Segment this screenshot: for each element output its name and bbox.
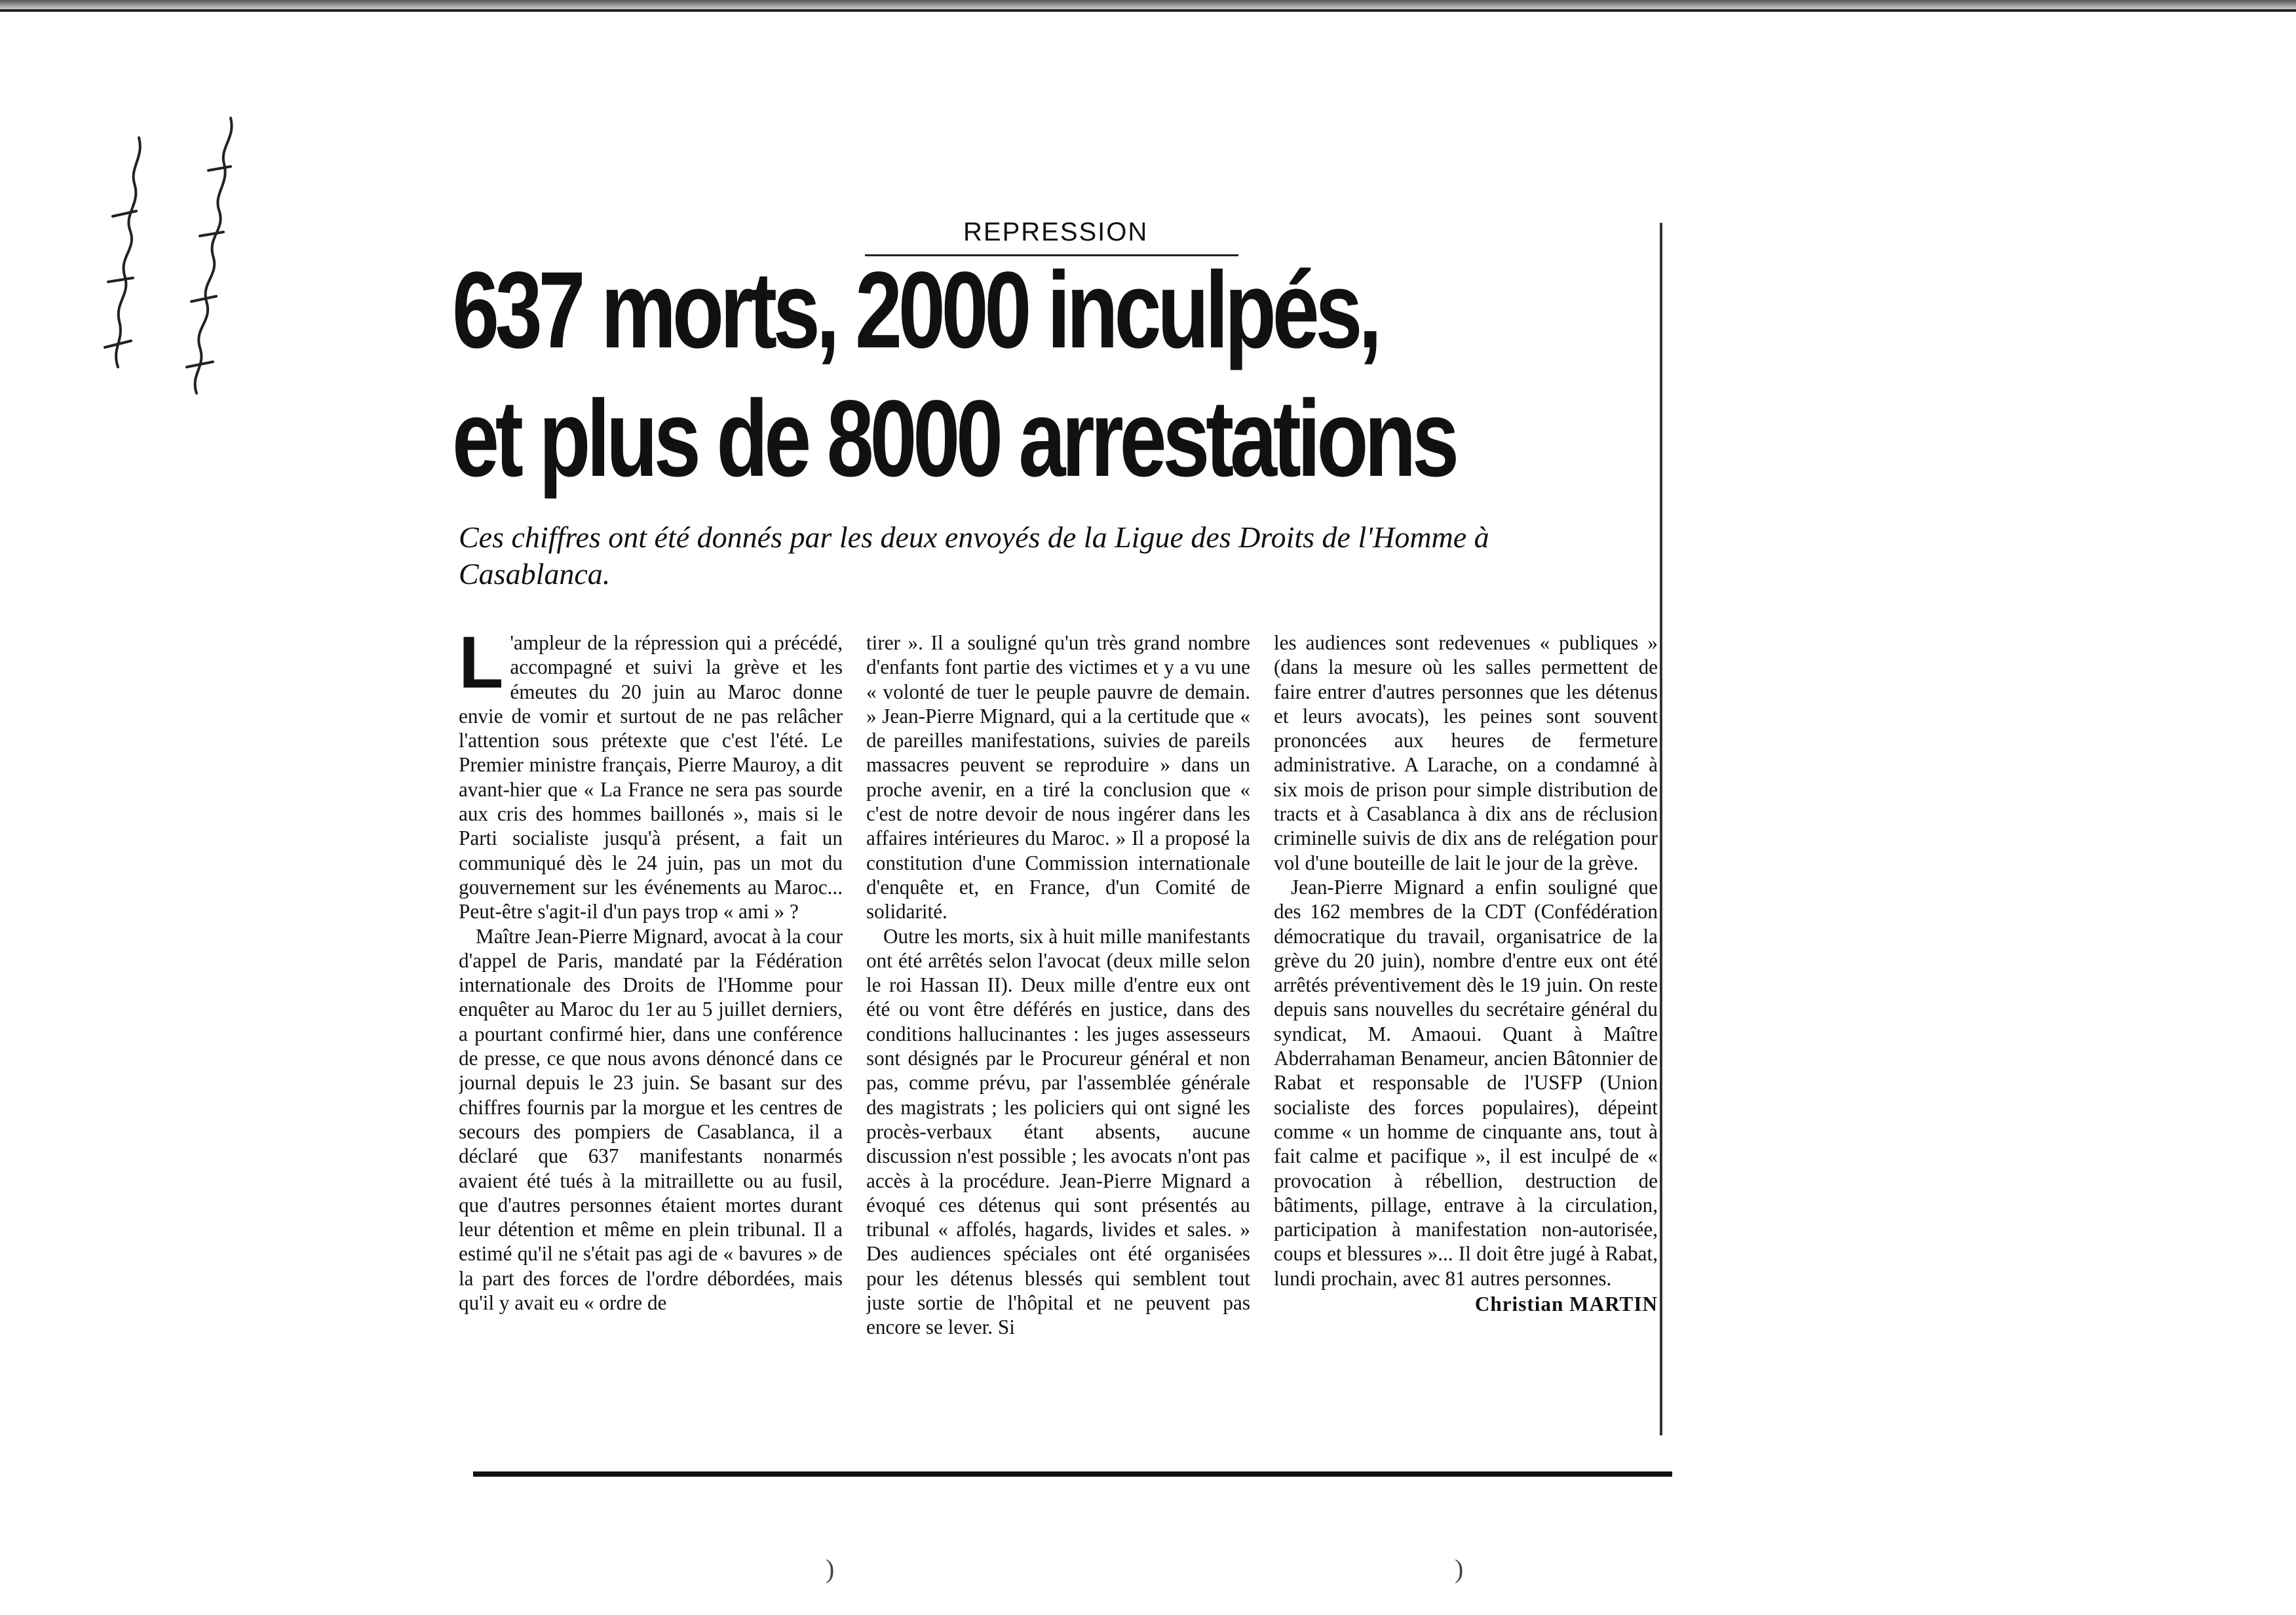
handwritten-annotation <box>79 85 269 426</box>
headline-line-1: 637 morts, 2000 inculpés, <box>452 250 1378 371</box>
handwriting-scribble <box>79 85 269 426</box>
article-bottom-rule <box>473 1471 1672 1477</box>
scan-mark: ) <box>1455 1554 1464 1584</box>
column-border-right <box>1660 223 1662 1435</box>
scan-mark: ) <box>826 1554 835 1584</box>
standfirst: Ces chiffres ont été donnés par les deux envoyés de la Ligue des Droits de l'Homme à Casablanca. <box>459 520 1489 591</box>
paragraph <box>459 631 843 924</box>
column-3 <box>1274 631 1658 1443</box>
headline-line-2: et plus de 8000 arrestations <box>452 378 1455 499</box>
headline <box>452 246 1455 503</box>
paragraph: les audiences sont redevenues « publiques » (dans la mesure où les salles permettent de faire entrer d'autres personnes que les détenus et leurs avocats), les peines sont souvent prononcées aux heures de fermeture administrative. A Larache, on a condamné à six mois de prison pour simple distribution de tracts et à Casablanca à dix ans de réclusion criminelle suivis de dix ans de relégation pour vol d'une bouteille de lait le jour de la grève. <box>1274 631 1658 874</box>
paragraph: Jean-Pierre Mignard a enfin souligné que des 162 membres de la CDT (Confédération démocratique du travail, organisatrice de la grève du 20 juin), nombre d'entre eux ont été arrêtés préventivement dès le 19 juin. On reste depuis sans nouvelles du secrétaire général du syndicat, M. Amaoui. Quant à Maître Abderrahaman Benameur, ancien Bâtonnier de Rabat et responsable de l'USFP (Union socialiste des forces populaires), dépeint comme « un homme de cinquante ans, tout à fait calme et pacifique », il est inculpé de « provocation à rébellion, destruction de bâtiments, pillage, entrave à la circulation, participation à manifestation non-autorisée, coups et blessures »... Il doit être jugé à Rabat, lundi prochain, avec 81 autres personnes. <box>1274 875 1658 1290</box>
column-1 <box>459 631 843 1443</box>
paragraph: Outre les morts, six à huit mille manifestants ont été arrêtés selon l'avocat (deux mille selon le roi Hassan II). Deux mille d'entre eux ont été ou vont être déférés en justice, dans des conditions hallucinantes : les juges assesseurs sont désignés par le Procureur général et non pas, comme prévu, par l'assemblée générale des magistrats ; les policiers qui ont signé les procès-verbaux étant absents, aucune discussion n'est possible ; les avocats n'ont pas accès à la procédure. Jean-Pierre Mignard a évoqué ces détenus qui sont présentés au tribunal « affolés, hagards, livides et sales. » Des audiences spéciales ont été organisées pour les détenus blessés qui semblent tout juste sortie de l'hôpital et ne peuvent pas encore se lever. Si <box>866 924 1250 1339</box>
byline: Christian MARTIN <box>1474 1293 1658 1316</box>
column-2 <box>866 631 1250 1443</box>
drop-cap: L <box>459 631 504 703</box>
paragraph: tirer ». Il a souligné qu'un très grand nombre d'enfants font partie des victimes et y a vu une « volonté de tuer le peuple pauvre de demain. » Jean-Pierre Mignard, qui a la certitude que « de pareilles manifestations, suivies de pareils massacres peuvent se reproduire » dans un proche avenir, en a tiré la conclusion que « c'est de notre devoir de nous ingérer dans les affaires intérieures du Maroc. » Il a proposé la constitution d'une Commission internationale d'enquête et, en France, d'un Comité de solidarité. <box>866 631 1250 924</box>
paragraph-text: 'ampleur de la répression qui a précédé, accompagné et suivi la grève et les émeutes du 20 juin au Maroc donne envie de vomir et surtout de ne pas relâcher l'attention sous prétexte que c'est l'été. Le Premier ministre français, Pierre Mauroy, a dit avant-hier que « La France ne sera pas sourde aux cris des hommes baillonés », mais si le Parti socialiste jusqu'à présent, a fait un communiqué dès le 24 juin, pas un mot du gouvernement sur les événements au Maroc... Peut-être s'agit-il d'un pays trop « ami » ? <box>459 631 843 924</box>
paragraph: Maître Jean-Pierre Mignard, avocat à la cour d'appel de Paris, mandaté par la Fédération internationale des Droits de l'Homme pour enquêter au Maroc du 1er au 5 juillet derniers, a pourtant confirmé hier, dans une conférence de presse, ce que nous avons dénoncé dans ce journal depuis le 23 juin. Se basant sur des chiffres fournis par la morgue et les centres de secours des pompiers de Casablanca, il a déclaré que 637 manifestants nonarmés avaient été tués à la mitraillette ou au fusil, que d'autres personnes étaient mortes durant leur détention et même en plein tribunal. Il a estimé qu'il ne s'était pas agi de « bavures » de la part des forces de l'ordre débordées, mais qu'il y avait eu « ordre de <box>459 924 843 1315</box>
section-kicker: REPRESSION <box>963 218 1149 246</box>
article-body <box>459 631 1658 1443</box>
scan-top-border <box>0 0 2296 12</box>
